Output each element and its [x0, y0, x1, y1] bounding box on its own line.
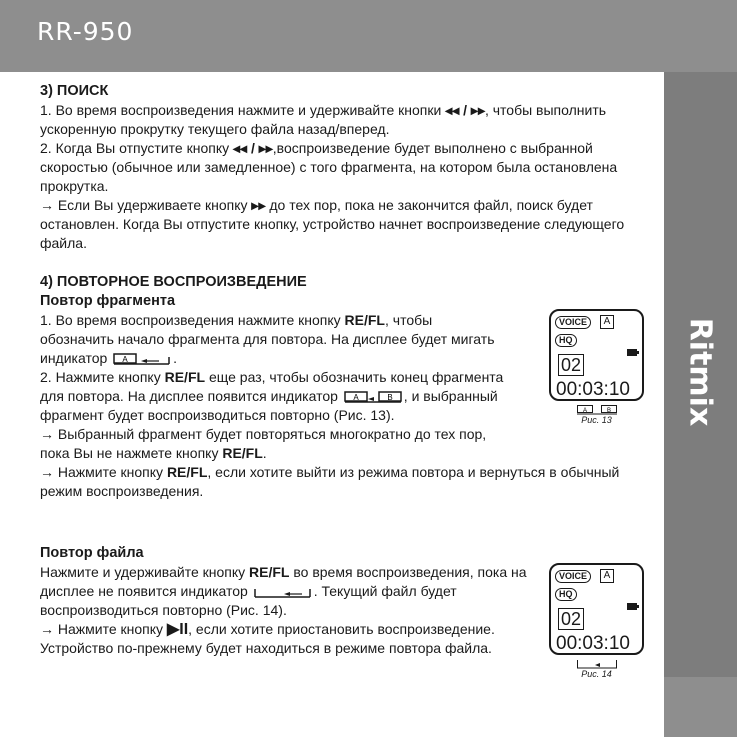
repeat-paragraph-1: 1. Во время воспроизведения нажмите кнопку RE/FL, чтобы обозначить начало фрагмента для повтора. На дисплее будет мигать индикатор A .	[40, 312, 495, 366]
hq-tag: HQ	[555, 588, 577, 601]
repeat-title: 4) ПОВТОРНОЕ ВОСПРОИЗВЕДЕНИЕ	[40, 274, 307, 290]
voice-tag: VOICE	[555, 570, 591, 583]
repeat-paragraph-2: 2. Нажмите кнопку RE/FL еще раз, чтобы обозначить конец фрагмента для повтора. На дисплее появится индикатор A B , и выбранный фрагмент будет воспроизводиться повторно (Рис. 13).	[40, 369, 504, 423]
file-repeat-indicator-small	[577, 659, 617, 669]
file-repeat-text-column	[40, 563, 545, 658]
rewind-forward-symbol: ◂◂ / ▸▸	[445, 102, 485, 118]
time-display: 00:03:10	[556, 633, 630, 654]
repeat-text-column	[40, 311, 508, 463]
voice-tag: VOICE	[555, 316, 591, 329]
mode-a-box: A	[600, 569, 614, 583]
search-paragraph-1: 1. Во время воспроизведения нажмите и удерживайте кнопки ◂◂ / ▸▸, чтобы выполнить ускоренную прокрутку текущего файла назад/вперед.	[40, 102, 607, 137]
side-tab	[664, 72, 737, 737]
time-display: 00:03:10	[556, 379, 630, 400]
search-paragraph-2: 2. Когда Вы отпустите кнопку ◂◂ / ▸▸,воспроизведение будет выполнено с выбранной скоростью (обычное или замедленное) с того фрагмента, на котором была остановлена прокрутка.	[40, 140, 618, 194]
display-screen	[549, 563, 644, 655]
ab-repeat-indicator	[577, 405, 617, 415]
play-pause-icon: ▶II	[166, 621, 189, 638]
brand-logo: Ritmix	[682, 317, 718, 427]
figure-13	[549, 309, 644, 425]
battery-icon	[627, 349, 639, 356]
repeat-a-indicator	[113, 353, 171, 366]
repeat-subtitle: Повтор фрагмента	[40, 293, 176, 309]
display-screen	[549, 309, 644, 401]
page-header	[0, 0, 737, 72]
search-title: 3) ПОИСК	[40, 83, 109, 99]
svg-text:A: A	[353, 392, 359, 402]
file-repeat-paragraph-2: → Нажмите кнопку ▶II, если хотите приостановить воспроизведение. Устройство по-прежнему будет находиться в режиме повтора файла.	[40, 621, 495, 656]
figure-14	[549, 563, 644, 679]
side-tab-brand-area	[664, 72, 737, 677]
track-number: 02	[558, 608, 584, 630]
svg-text:A: A	[122, 354, 128, 364]
file-repeat-paragraph-1: Нажмите и удерживайте кнопку RE/FL во время воспроизведения, пока на дисплее не появится индикатор . Текущий файл будет воспроизводиться повторно (Рис. 14).	[40, 564, 527, 618]
repeat-ab-indicator	[344, 391, 402, 404]
repeat-paragraph-3: → Выбранный фрагмент будет повторяться многократно до тех пор, пока Вы не нажмете кнопку RE/FL.	[40, 426, 487, 461]
hq-tag: HQ	[555, 334, 577, 347]
model-name: RR-950	[37, 17, 134, 46]
svg-text:A: A	[582, 408, 588, 414]
file-repeat-indicator	[254, 586, 312, 599]
forward-symbol: ▸▸	[251, 197, 266, 213]
svg-text:B: B	[606, 408, 612, 414]
rewind-forward-symbol: ◂◂ / ▸▸	[233, 140, 273, 156]
battery-icon	[627, 603, 639, 610]
svg-text:B: B	[387, 392, 393, 402]
figure-14-caption: Рис. 14	[581, 669, 612, 679]
figure-13-caption: Рис. 13	[581, 415, 612, 425]
search-paragraph-3: → Если Вы удерживаете кнопку ▸▸ до тех пор, пока не закончится файл, поиск будет остановлен. Когда Вы отпустите кнопку, устройство начнет воспроизведение следующего файла.	[40, 197, 625, 251]
repeat-paragraph-4: → Нажмите кнопку RE/FL, если хотите выйти из режима повтора и вернуться в обычный режим воспроизведения.	[40, 464, 620, 499]
file-repeat-subtitle: Повтор файла	[40, 545, 144, 561]
search-section	[40, 82, 652, 253]
mode-a-box: A	[600, 315, 614, 329]
track-number: 02	[558, 354, 584, 376]
